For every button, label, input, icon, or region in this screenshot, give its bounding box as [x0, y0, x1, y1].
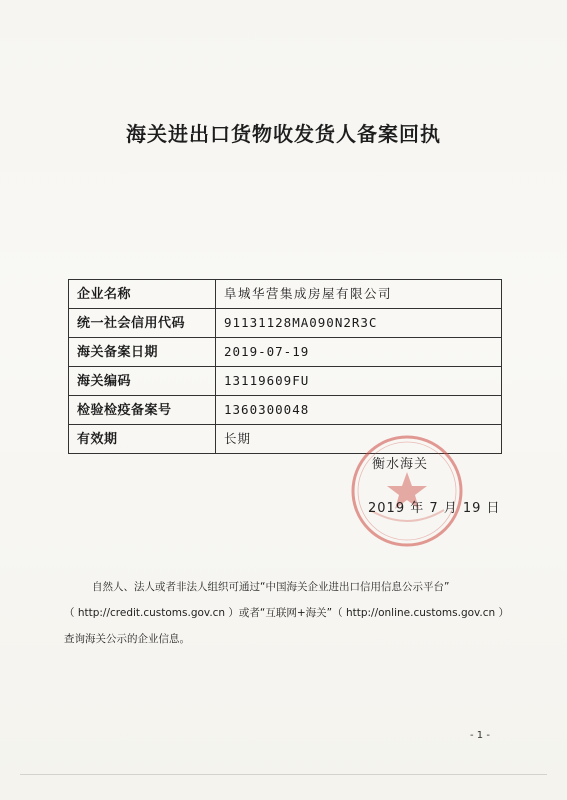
- record-table: [68, 279, 502, 454]
- table-row: [69, 309, 502, 338]
- table-row: [69, 338, 502, 367]
- row-value-company-name: 阜城华营集成房屋有限公司: [216, 280, 502, 309]
- table-row: [69, 280, 502, 309]
- issue-date: 2019 年 7 月 19 日: [368, 501, 501, 516]
- row-value-record-date: 2019-07-19: [216, 338, 502, 367]
- official-seal-stamp: [348, 432, 466, 550]
- table-row: [69, 367, 502, 396]
- issuer-name: 衡水海关: [372, 457, 429, 472]
- row-value-customs-code: 13119609FU: [216, 367, 502, 396]
- document-title: 海关进出口货物收发货人备案回执: [126, 122, 441, 146]
- row-value-inspection-number: 1360300048: [216, 396, 502, 425]
- bottom-divider: [20, 774, 547, 775]
- row-value-credit-code: 91131128MA090N2R3C: [216, 309, 502, 338]
- row-label-validity: 有效期: [69, 425, 216, 454]
- row-label-record-date: 海关备案日期: [69, 338, 216, 367]
- page-number: - 1 -: [470, 730, 490, 741]
- notice-paragraph: [64, 574, 514, 652]
- row-label-company-name: 企业名称: [69, 280, 216, 309]
- notice-line: 查询海关公示的企业信息。: [64, 633, 190, 645]
- notice-line: 自然人、法人或者非法人组织可通过“中国海关企业进出口信用信息公示平台”: [92, 581, 450, 593]
- row-value-validity: 长期: [216, 425, 502, 454]
- table-row: [69, 396, 502, 425]
- row-label-inspection-number: 检验检疫备案号: [69, 396, 216, 425]
- row-label-customs-code: 海关编码: [69, 367, 216, 396]
- notice-line: （ http://credit.customs.gov.cn ）或者“互联网+海关”（ http://online.customs.gov.cn ）: [64, 607, 510, 619]
- row-label-credit-code: 统一社会信用代码: [69, 309, 216, 338]
